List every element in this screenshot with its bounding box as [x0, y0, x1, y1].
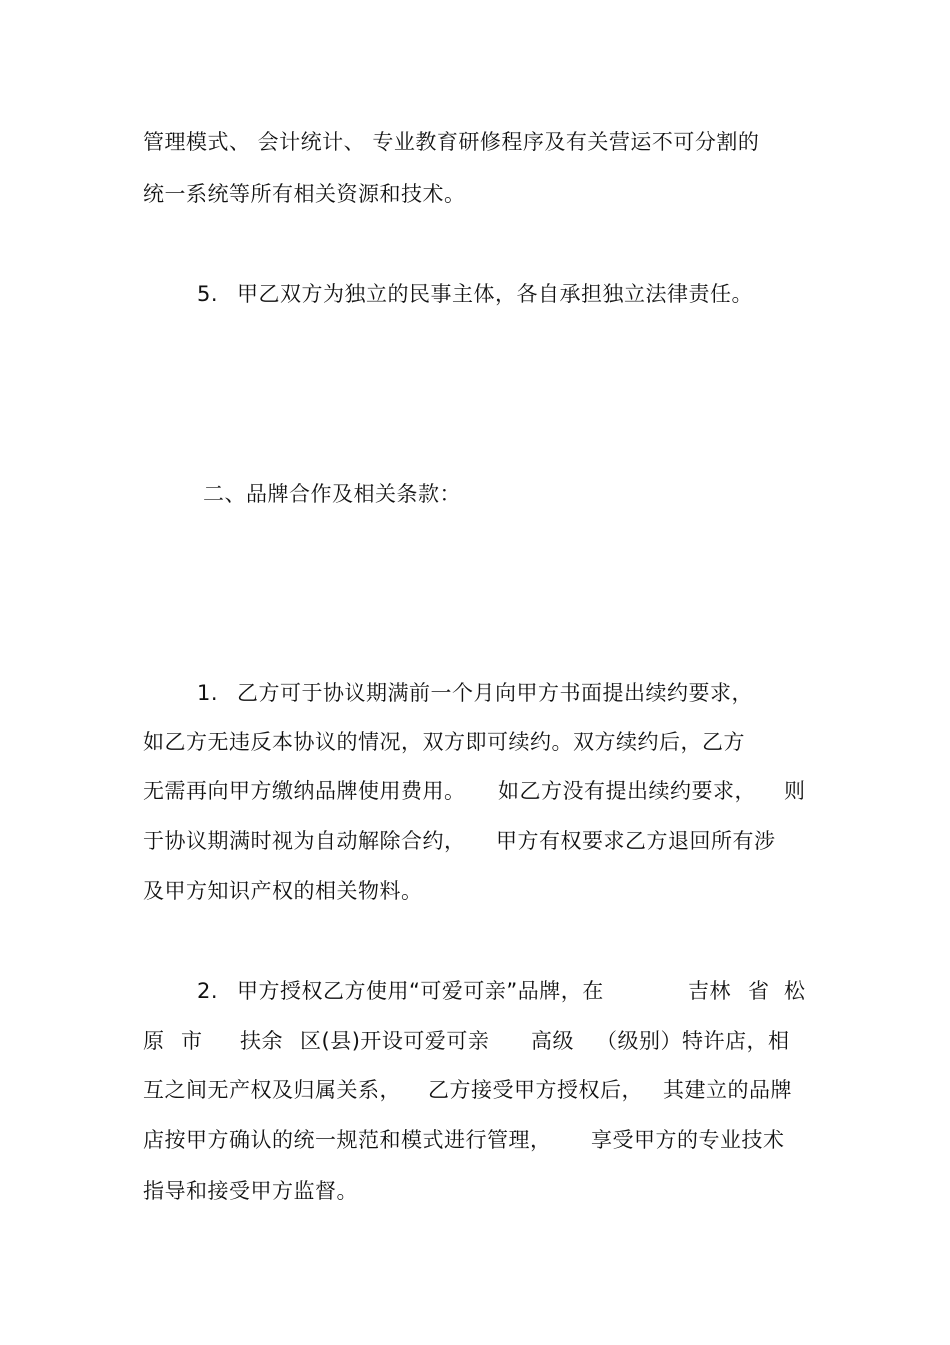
clause-2-line-4a: 店按甲方确认的统一规范和模式进行管理，	[143, 1128, 552, 1152]
item-5-text: 甲乙双方为独立的民事主体，各自承担独立法律责任。	[237, 282, 753, 306]
clause-1-line-3b: 如乙方没有提出续约要求，	[498, 779, 756, 803]
clause-2-text-1: 甲方授权乙方使用“可爱可亲”品牌，在	[237, 979, 604, 1003]
clause-1-line-5: 及甲方知识产权的相关物料。	[143, 879, 423, 903]
clause-2-province-suffix: 省	[748, 979, 770, 1003]
clause-1-line-1	[197, 680, 753, 706]
clause-2-number: 2.	[197, 979, 219, 1003]
clause-2-district: 扶余	[240, 1029, 283, 1053]
clause-2-line-3c: 其建立的品牌	[663, 1078, 792, 1102]
clause-1-number: 1.	[197, 681, 219, 705]
intro-line-1: 管理模式、 会计统计、 专业教育研修程序及有关营运不可分割的	[143, 130, 760, 154]
clause-2-line-5: 指导和接受甲方监督。	[143, 1179, 358, 1203]
clause-1-line-2: 如乙方无违反本协议的情况，双方即可续约。双方续约后，乙方	[143, 730, 745, 754]
clause-2-line-3b: 乙方接受甲方授权后，	[428, 1078, 643, 1102]
item-5-number: 5.	[197, 282, 219, 306]
clause-1-line-3c: 则	[784, 779, 806, 803]
clause-2-district-suffix: 区(县)开设可爱可亲	[300, 1029, 490, 1053]
section-2-heading: 二、品牌合作及相关条款：	[203, 482, 461, 506]
clause-1-line-4b: 甲方有权要求乙方退回所有涉	[496, 829, 776, 853]
clause-2-province: 吉林	[688, 979, 731, 1003]
clause-2-city-suffix: 市	[181, 1029, 203, 1053]
clause-1-line-4a: 于协议期满时视为自动解除合约，	[143, 829, 466, 853]
clause-2-level: 高级	[531, 1029, 574, 1053]
intro-line-2: 统一系统等所有相关资源和技术。	[143, 182, 466, 206]
clause-2-city: 原	[143, 1029, 165, 1053]
item-5	[197, 281, 753, 307]
clause-2-line-3a: 互之间无产权及归属关系，	[143, 1078, 401, 1102]
clause-2-line-1	[197, 978, 604, 1004]
clause-2-line-1-end: 松	[784, 979, 806, 1003]
clause-1-line-3a: 无需再向甲方缴纳品牌使用费用。	[143, 779, 466, 803]
clause-2-line-4b: 享受甲方的专业技术	[591, 1128, 785, 1152]
clause-2-level-suffix: （级别）特许店，相	[596, 1029, 790, 1053]
clause-1-text-1: 乙方可于协议期满前一个月向甲方书面提出续约要求，	[237, 681, 753, 705]
